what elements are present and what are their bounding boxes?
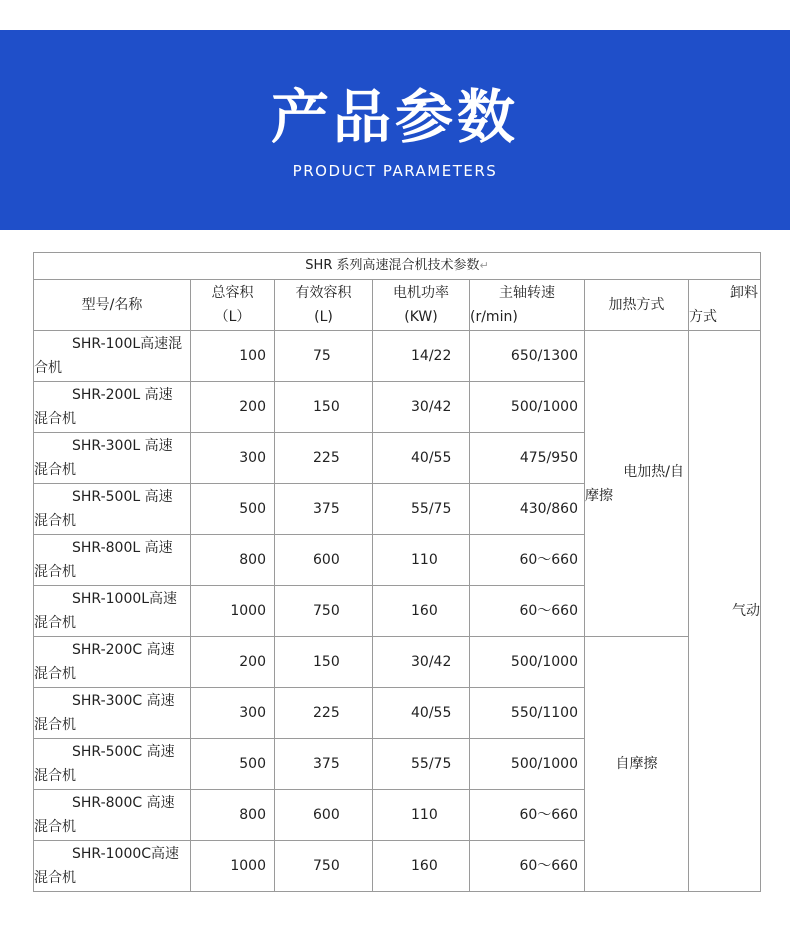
model-name-cell: SHR-800C 高速 混合机	[34, 790, 191, 841]
total-volume-cell: 200	[191, 637, 275, 688]
total-volume-cell: 100	[191, 331, 275, 382]
model-name-cell: SHR-200C 高速 混合机	[34, 637, 191, 688]
header-motor-power: 电机功率 (KW)	[373, 280, 470, 331]
spindle-speed-cell: 60～660	[470, 841, 585, 892]
spindle-speed-cell: 500/1000	[470, 739, 585, 790]
header-heating: 加热方式	[585, 280, 689, 331]
spindle-speed-cell: 500/1000	[470, 382, 585, 433]
model-name-cell: SHR-300L 高速 混合机	[34, 433, 191, 484]
total-volume-cell: 300	[191, 433, 275, 484]
effective-volume-cell: 225	[275, 433, 373, 484]
spindle-speed-cell: 475/950	[470, 433, 585, 484]
motor-power-cell: 110	[373, 790, 470, 841]
spindle-speed-cell: 60～660	[470, 790, 585, 841]
model-name-cell: SHR-500L 高速 混合机	[34, 484, 191, 535]
spec-table	[33, 252, 761, 892]
effective-volume-cell: 225	[275, 688, 373, 739]
motor-power-cell: 30/42	[373, 382, 470, 433]
effective-volume-cell: 600	[275, 535, 373, 586]
motor-power-cell: 55/75	[373, 739, 470, 790]
effective-volume-cell: 375	[275, 484, 373, 535]
motor-power-cell: 160	[373, 586, 470, 637]
total-volume-cell: 800	[191, 790, 275, 841]
motor-power-cell: 30/42	[373, 637, 470, 688]
motor-power-cell: 110	[373, 535, 470, 586]
model-name-cell: SHR-100L高速混 合机	[34, 331, 191, 382]
model-name-cell: SHR-800L 高速 混合机	[34, 535, 191, 586]
heating-method-cell: 电加热/自 摩擦	[585, 331, 689, 637]
motor-power-cell: 40/55	[373, 433, 470, 484]
spindle-speed-cell: 500/1000	[470, 637, 585, 688]
header-effective-volume: 有效容积 (L)	[275, 280, 373, 331]
model-name-cell: SHR-300C 高速 混合机	[34, 688, 191, 739]
model-name-cell: SHR-1000C高速 混合机	[34, 841, 191, 892]
effective-volume-cell: 750	[275, 586, 373, 637]
header-spindle-speed: 主轴转速 (r/min)	[470, 280, 585, 331]
spindle-speed-cell: 650/1300	[470, 331, 585, 382]
header-total-volume: 总容积 （L）	[191, 280, 275, 331]
model-name-cell: SHR-1000L高速 混合机	[34, 586, 191, 637]
total-volume-cell: 1000	[191, 841, 275, 892]
total-volume-cell: 500	[191, 739, 275, 790]
header-row	[34, 280, 761, 331]
discharge-method-cell: 气动	[689, 331, 761, 892]
effective-volume-cell: 600	[275, 790, 373, 841]
page-subtitle: PRODUCT PARAMETERS	[292, 162, 498, 180]
total-volume-cell: 800	[191, 535, 275, 586]
motor-power-cell: 14/22	[373, 331, 470, 382]
header-banner	[0, 30, 790, 230]
spindle-speed-cell: 550/1100	[470, 688, 585, 739]
effective-volume-cell: 750	[275, 841, 373, 892]
page-title: 产品参数	[270, 83, 519, 151]
motor-power-cell: 55/75	[373, 484, 470, 535]
table-row	[34, 331, 761, 382]
total-volume-cell: 200	[191, 382, 275, 433]
effective-volume-cell: 150	[275, 637, 373, 688]
total-volume-cell: 300	[191, 688, 275, 739]
model-name-cell: SHR-500C 高速 混合机	[34, 739, 191, 790]
table-caption: SHR 系列高速混合机技术参数↵	[34, 253, 761, 280]
spindle-speed-cell: 430/860	[470, 484, 585, 535]
spindle-speed-cell: 60～660	[470, 535, 585, 586]
effective-volume-cell: 75	[275, 331, 373, 382]
table-row	[34, 637, 761, 688]
model-name-cell: SHR-200L 高速 混合机	[34, 382, 191, 433]
motor-power-cell: 40/55	[373, 688, 470, 739]
total-volume-cell: 500	[191, 484, 275, 535]
effective-volume-cell: 150	[275, 382, 373, 433]
total-volume-cell: 1000	[191, 586, 275, 637]
header-model: 型号/名称	[34, 280, 191, 331]
heating-method-cell: 自摩擦	[585, 637, 689, 892]
effective-volume-cell: 375	[275, 739, 373, 790]
motor-power-cell: 160	[373, 841, 470, 892]
header-discharge: 卸料 方式	[689, 280, 761, 331]
spindle-speed-cell: 60～660	[470, 586, 585, 637]
